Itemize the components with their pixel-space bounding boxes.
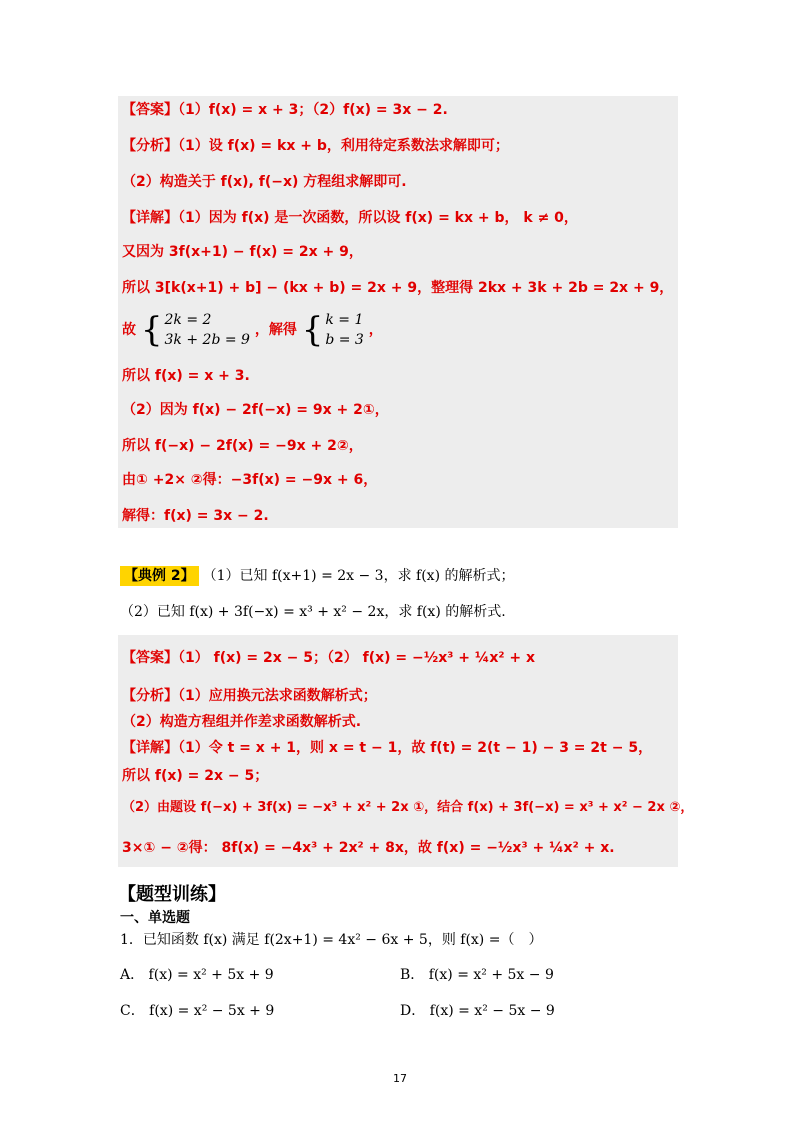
detail-line-1: 【详解】（1）因为 f(x) 是一次函数，所以设 f(x) = kx + b， k ≠ 0， <box>122 210 578 226</box>
training-heading: 【题型训练】 <box>118 884 226 905</box>
question-1: 1．已知函数 f(x) 满足 f(2x+1) = 4x² − 6x + 5，则 f(x) =（ ） <box>120 932 543 948</box>
detail2-line-3: （2）由题设 f(−x) + 3f(x) = −x³ + x² + 2x ①，结合 f(x) + 3f(−x) = x³ + x² − 2x ②， <box>122 800 694 815</box>
detail-line-9: 解得：f(x) = 3x − 2. <box>122 508 269 524</box>
answer-line-2: 【答案】（1） f(x) = 2x − 5；（2） f(x) = −½x³ + ¼x² + x <box>122 650 536 666</box>
example-2-question-1: 【典例 2】 （1）已知 f(x+1) = 2x − 3，求 f(x) 的解析式； <box>120 566 515 586</box>
equation-system-1: { 2k = 2 3k + 2b = 9 <box>140 310 250 350</box>
answer-line-1: 【答案】（1）f(x) = x + 3；（2）f(x) = 3x − 2. <box>122 102 448 118</box>
detail-line-3: 所以 3[k(x+1) + b] − (kx + b) = 2x + 9，整理得 2kx + 3k + 2b = 2x + 9， <box>122 280 674 296</box>
detail2-line-4: 3×① − ②得： 8f(x) = −4x³ + 2x² + 8x，故 f(x) = −½x³ + ¼x² + x. <box>122 840 615 856</box>
analysis-line-2: （2）构造关于 f(x), f(−x) 方程组求解即可. <box>122 174 407 190</box>
detail2-line-2: 所以 f(x) = 2x − 5； <box>122 768 269 784</box>
detail-line-2: 又因为 3f(x+1) − f(x) = 2x + 9， <box>122 244 363 260</box>
page-number: 17 <box>393 1072 407 1085</box>
detail-line-6: （2）因为 f(x) − 2f(−x) = 9x + 2①， <box>122 402 389 418</box>
option-b[interactable]: B． f(x) = x² + 5x − 9 <box>400 967 554 983</box>
detail-line-5: 所以 f(x) = x + 3. <box>122 368 250 384</box>
analysis2-line-2: （2）构造方程组并作差求函数解析式. <box>122 714 362 730</box>
option-c[interactable]: C． f(x) = x² − 5x + 9 <box>120 1003 275 1019</box>
analysis2-line-1: 【分析】（1）应用换元法求函数解析式； <box>122 688 377 704</box>
option-d[interactable]: D． f(x) = x² − 5x − 9 <box>400 1003 555 1019</box>
example-2-question-2: （2）已知 f(x) + 3f(−x) = x³ + x² − 2x，求 f(x) 的解析式. <box>120 604 506 620</box>
detail2-line-1: 【详解】（1）令 t = x + 1，则 x = t − 1，故 f(t) = 2(t − 1) − 3 = 2t − 5， <box>122 740 653 756</box>
equation-system-2: { k = 1 b = 3 <box>301 310 364 350</box>
analysis-line-1: 【分析】（1）设 f(x) = kx + b，利用待定系数法求解即可； <box>122 138 509 154</box>
detail-line-8: 由① +2× ②得：−3f(x) = −9x + 6， <box>122 472 378 488</box>
section-title: 一、单选题 <box>120 910 190 926</box>
detail-line-7: 所以 f(−x) − 2f(x) = −9x + 2②， <box>122 438 363 454</box>
option-a[interactable]: A． f(x) = x² + 5x + 9 <box>120 967 274 983</box>
example-tag: 【典例 2】 <box>120 566 199 586</box>
detail-line-4-system: 故 { 2k = 2 3k + 2b = 9 ，解得 { k = 1 b = 3 ， <box>122 310 383 350</box>
